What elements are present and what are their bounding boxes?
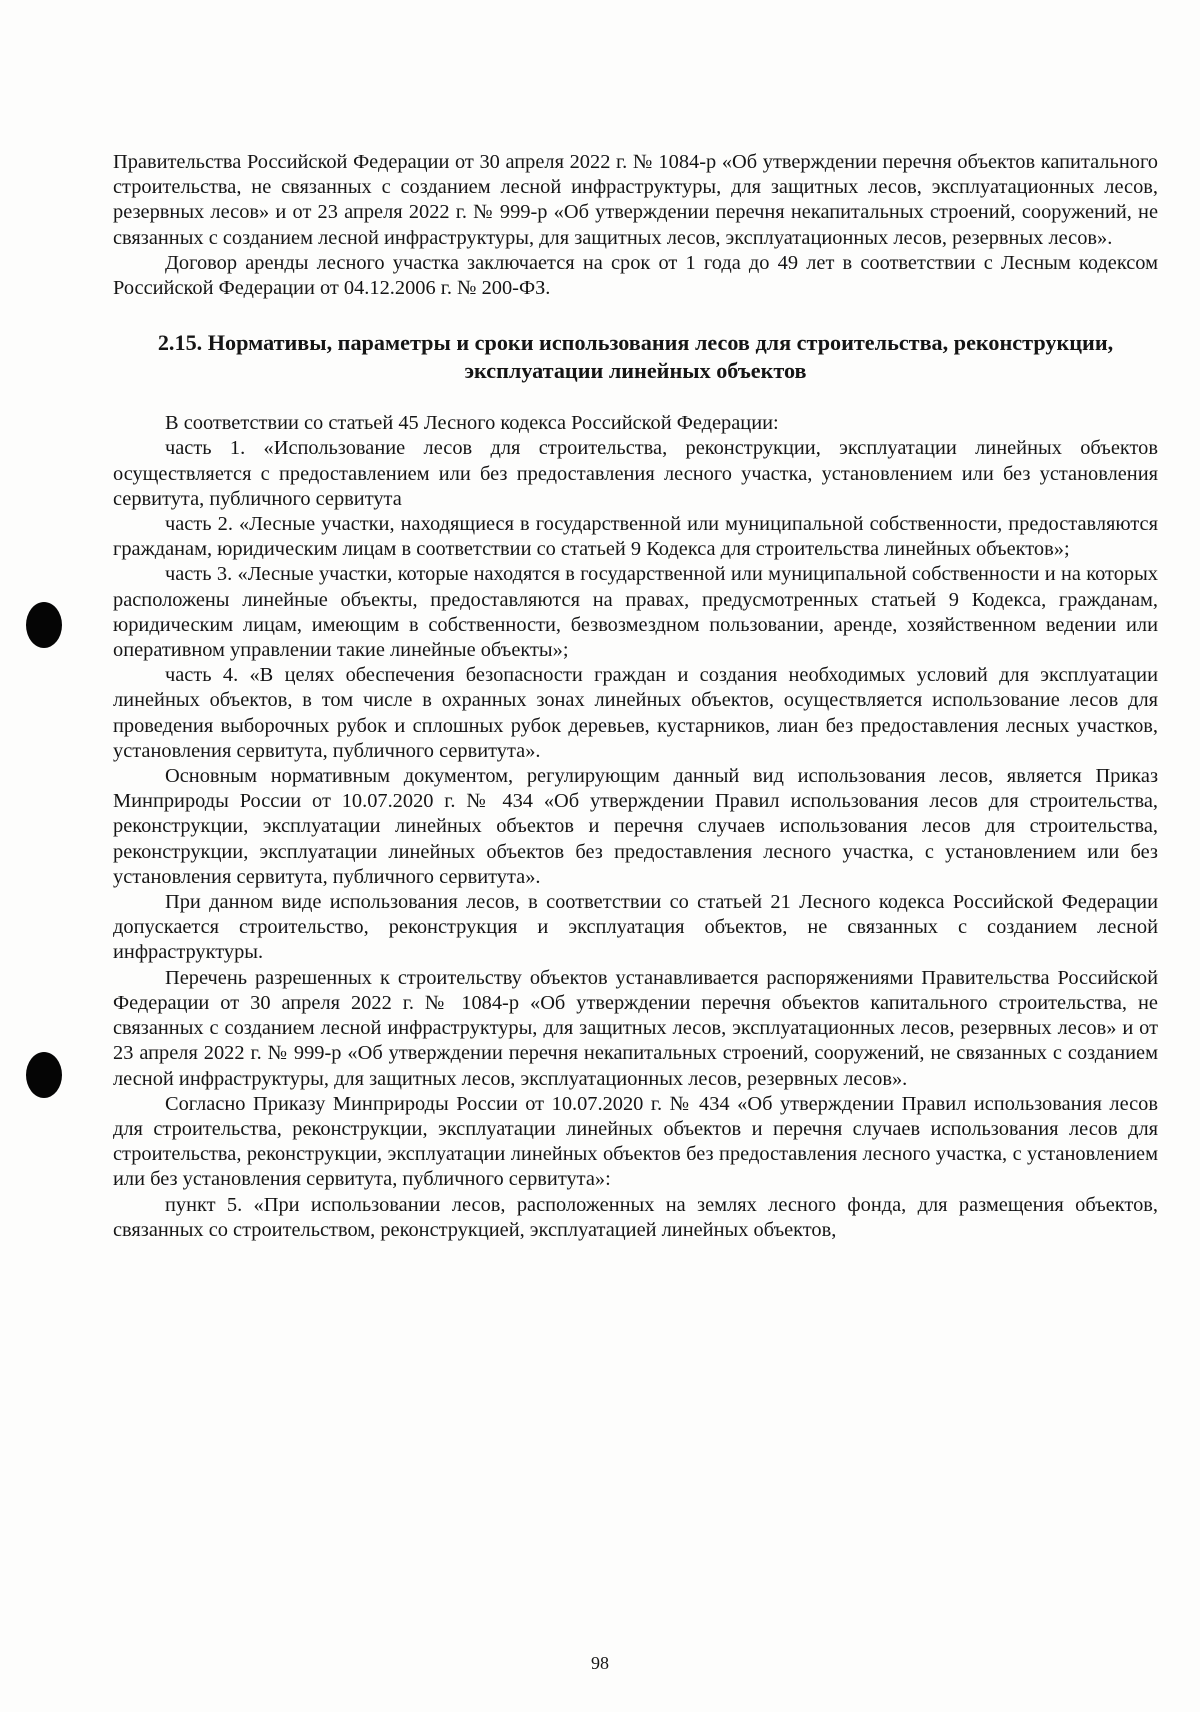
paragraph: Правительства Российской Федерации от 30 апреля 2022 г. № 1084-р «Об утверждении перечня объектов капитального строительства, не связанных с созданием лесной инфраструктуры, для защитных лесов, эксплуатационных лесов, резервных лесов» и от 23 апреля 2022 г. № 999-р «Об утверждении перечня некапитальных строений, сооружений, не связанных с созданием лесной инфраструктуры, для защитных лесов, эксплуатационных лесов, резервных лесов». xyxy=(113,151,1158,249)
punch-hole-mark xyxy=(26,1052,62,1098)
paragraph: Основным нормативным документом, регулирующим данный вид использования лесов, является Приказ Минприроды России от 10.07.2020 г. № 434 «Об утверждении Правил использования лесов для строительства, реконструкции, эксплуатации линейных объектов и перечня случаев использования лесов для строительства, реконструкции, эксплуатации линейных объектов без предоставления лесного участка, с установлением или без установления сервитута, публичного сервитута». xyxy=(113,765,1158,888)
paragraph: В соответствии со статьей 45 Лесного кодекса Российской Федерации: xyxy=(165,412,779,435)
paragraph: часть 2. «Лесные участки, находящиеся в государственной или муниципальной собственности, предоставляются гражданам, юридическим лицам в соответствии со статьей 9 Кодекса для строительства линейных объектов»; xyxy=(113,513,1158,561)
section-heading: 2.15. Нормативы, параметры и сроки использования лесов для строительства, реконструкции, эксплуатации линейных объектов xyxy=(157,330,1114,384)
punch-hole-mark xyxy=(26,602,62,648)
paragraph: часть 3. «Лесные участки, которые находятся в государственной или муниципальной собственности и на которых расположены линейные объекты, предоставляются на правах, предусмотренных статьей 9 Кодекса, гражданам, юридическим лицам, имеющим в собственности, безвозмездном пользовании, аренде, хозяйственном ведении или оперативном управлении такие линейные объекты»; xyxy=(113,563,1158,662)
paragraph: часть 4. «В целях обеспечения безопасности граждан и создания необходимых условий для эксплуатации линейных объектов, в том числе в охранных зонах линейных объектов, осуществляется использование лесов для проведения выборочных рубок и сплошных рубок деревьев, кустарников, лиан без предоставления лесных участков, установления сервитута, публичного сервитута». xyxy=(113,664,1158,762)
paragraph: При данном виде использования лесов, в соответствии со статьей 21 Лесного кодекса Российской Федерации допускается строительство, реконструкция и эксплуатация объектов, не связанных с созданием лесной инфраструктуры. xyxy=(113,891,1158,964)
paragraph: Договор аренды лесного участка заключается на срок от 1 года до 49 лет в соответствии с Лесным кодексом Российской Федерации от 04.12.2006 г. № 200-ФЗ. xyxy=(113,251,1158,300)
paragraph: пункт 5. «При использовании лесов, расположенных на землях лесного фонда, для размещения объектов, связанных со строительством, реконструкцией, эксплуатацией линейных объектов, xyxy=(113,1193,1158,1241)
document-body xyxy=(113,150,1158,1243)
paragraph: Перечень разрешенных к строительству объектов устанавливается распоряжениями Правительства Российской Федерации от 30 апреля 2022 г. № 1084-р «Об утверждении перечня объектов капитального строительства, не связанных с созданием лесной инфраструктуры, для защитных лесов, эксплуатационных лесов, резервных лесов» и от 23 апреля 2022 г. № 999-р «Об утверждении перечня некапитальных строений, сооружений, не связанных с созданием лесной инфраструктуры, для защитных лесов, эксплуатационных лесов, резервных лесов». xyxy=(113,966,1158,1090)
paragraph: часть 1. «Использование лесов для строительства, реконструкции, эксплуатации линейных объектов осуществляется с предоставлением или без предоставления лесного участка, установлением или без установления сервитута, публичного сервитута xyxy=(113,437,1158,510)
page-number: 98 xyxy=(591,1653,609,1673)
paragraph: Согласно Приказу Минприроды России от 10.07.2020 г. № 434 «Об утверждении Правил использования лесов для строительства, реконструкции, эксплуатации линейных объектов и перечня случаев использования лесов для строительства, реконструкции, эксплуатации линейных объектов без предоставления лесного участка, с установлением или без установления сервитута, публичного сервитута»: xyxy=(113,1092,1158,1191)
